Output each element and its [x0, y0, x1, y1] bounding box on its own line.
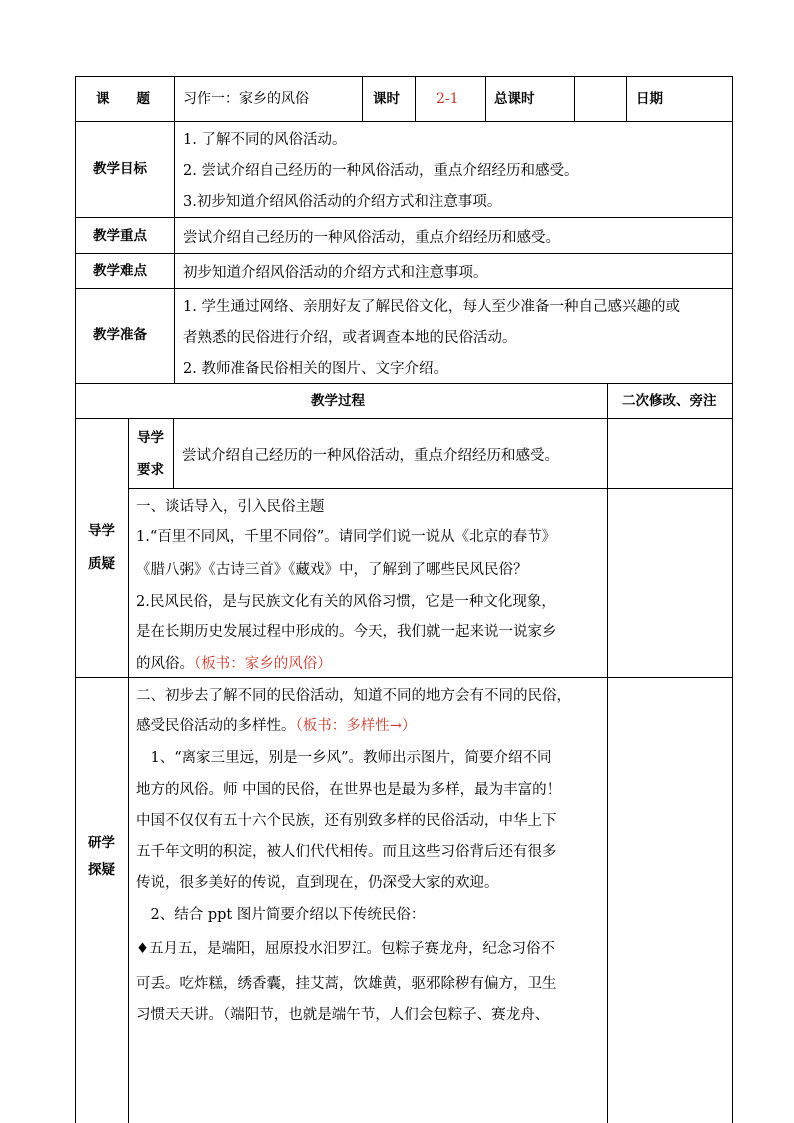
key-text: 尝试介绍自己经历的一种风俗活动，重点介绍经历和感受。 — [183, 230, 560, 246]
difficulty-text: 初步知道介绍风俗活动的介绍方式和注意事项。 — [183, 265, 488, 281]
prep-label: 教学准备 — [93, 327, 147, 343]
table-border — [128, 488, 733, 489]
study-line: 1、“离家三里远，别是一乡风”。教师出示图片，简要介绍不同 — [136, 750, 552, 766]
study-line: 二、初步去了解不同的民俗活动，知道不同的地方会有不同的民俗， — [136, 688, 571, 704]
table-border — [732, 76, 733, 1123]
guide-section-label: 导学 — [88, 523, 115, 539]
period-label: 课时 — [373, 91, 400, 107]
prep-line: 2. 教师准备民俗相关的图片、文字介绍。 — [183, 361, 448, 377]
guide-req-text: 尝试介绍自己经历的一种风俗活动，重点介绍经历和感受。 — [182, 448, 559, 464]
guide-line: 1.“百里不同风，千里不同俗”。请同学们说一说从《北京的春节》 — [136, 529, 557, 545]
goal-line: 1. 了解不同的风俗活动。 — [183, 132, 347, 148]
guide-line: 2.民风民俗，是与民族文化有关的风俗习惯，它是一种文化现象， — [136, 594, 556, 610]
study-line-text: 感受民俗活动的多样性。 — [136, 718, 296, 734]
table-border — [607, 383, 608, 1123]
study-line: 可丢。吃炸糕，绣香囊，挂艾蒿，饮雄黄，驱邪除秽有偏方，卫生 — [136, 976, 557, 992]
guide-line-text: 的风俗。 — [136, 656, 194, 672]
guide-req-label: 要求 — [137, 462, 164, 478]
table-border — [173, 418, 174, 488]
topic-label: 课 题 — [96, 91, 150, 107]
total-period-label: 总课时 — [494, 91, 535, 107]
process-title: 教学过程 — [311, 393, 365, 409]
board-note: （板书：家乡的风俗） — [194, 656, 332, 672]
table-border — [485, 76, 486, 121]
guide-line — [136, 652, 332, 673]
key-label: 教学重点 — [93, 228, 147, 244]
guide-req-label: 导学 — [137, 430, 164, 446]
guide-line: 一、谈话导入，引入民俗主题 — [136, 499, 325, 515]
study-line: ♦五月五，是端阳，屈原投水汨罗江。包粽子赛龙舟，纪念习俗不 — [136, 941, 555, 957]
goal-line: 3.初步知道介绍风俗活动的介绍方式和注意事项。 — [183, 194, 502, 210]
study-line: 习惯天天讲。（端阳节，也就是端午节，人们会包粽子、赛龙舟、 — [136, 1007, 550, 1023]
table-border — [75, 383, 733, 384]
study-line: 地方的风俗。师 中国的民俗，在世界也是最为多样，最为丰富的！ — [136, 782, 562, 798]
date-label: 日期 — [636, 91, 663, 107]
study-section-label: 探疑 — [88, 862, 115, 878]
topic-value: 习作一：家乡的风俗 — [183, 91, 309, 107]
notes-title: 二次修改、旁注 — [622, 393, 717, 409]
guide-line: 《腊八粥》《古诗三首》《藏戏》中，了解到了哪些民风民俗？ — [136, 562, 528, 578]
difficulty-label: 教学难点 — [93, 263, 147, 279]
table-border — [362, 76, 363, 121]
study-section-label: 研学 — [88, 835, 115, 851]
prep-line: 者熟悉的民俗进行介绍，或者调查本地的民俗活动。 — [183, 330, 517, 346]
table-border — [128, 418, 129, 1123]
board-note: （板书：多样性→） — [295, 718, 417, 734]
table-border — [574, 76, 575, 121]
table-border — [626, 76, 627, 121]
table-border — [415, 76, 416, 121]
guide-section-label: 质疑 — [88, 556, 115, 572]
goal-label: 教学目标 — [93, 161, 147, 177]
period-value: 2-1 — [436, 91, 459, 107]
study-line: 2、结合 ppt 图片简要介绍以下传统民俗： — [136, 907, 426, 923]
guide-line: 是在长期历史发展过程中形成的。今天，我们就一起来说一说家乡 — [136, 624, 557, 640]
goal-line: 2. 尝试介绍自己经历的一种风俗活动，重点介绍经历和感受。 — [183, 163, 579, 179]
table-border — [174, 121, 175, 383]
table-border — [174, 76, 175, 121]
table-border — [75, 677, 733, 678]
study-line: 五千年文明的积淀，被人们代代相传。而且这些习俗背后还有很多 — [136, 844, 557, 860]
prep-line: 1. 学生通过网络、亲朋好友了解民俗文化，每人至少准备一种自己感兴趣的或 — [183, 299, 680, 315]
study-line: 传说，很多美好的传说，直到现在，仍深受大家的欢迎。 — [136, 875, 499, 891]
study-line: 中国不仅仅有五十六个民族，还有别致多样的民俗活动，中华上下 — [136, 813, 557, 829]
table-border — [75, 76, 76, 1123]
study-line — [136, 714, 416, 735]
